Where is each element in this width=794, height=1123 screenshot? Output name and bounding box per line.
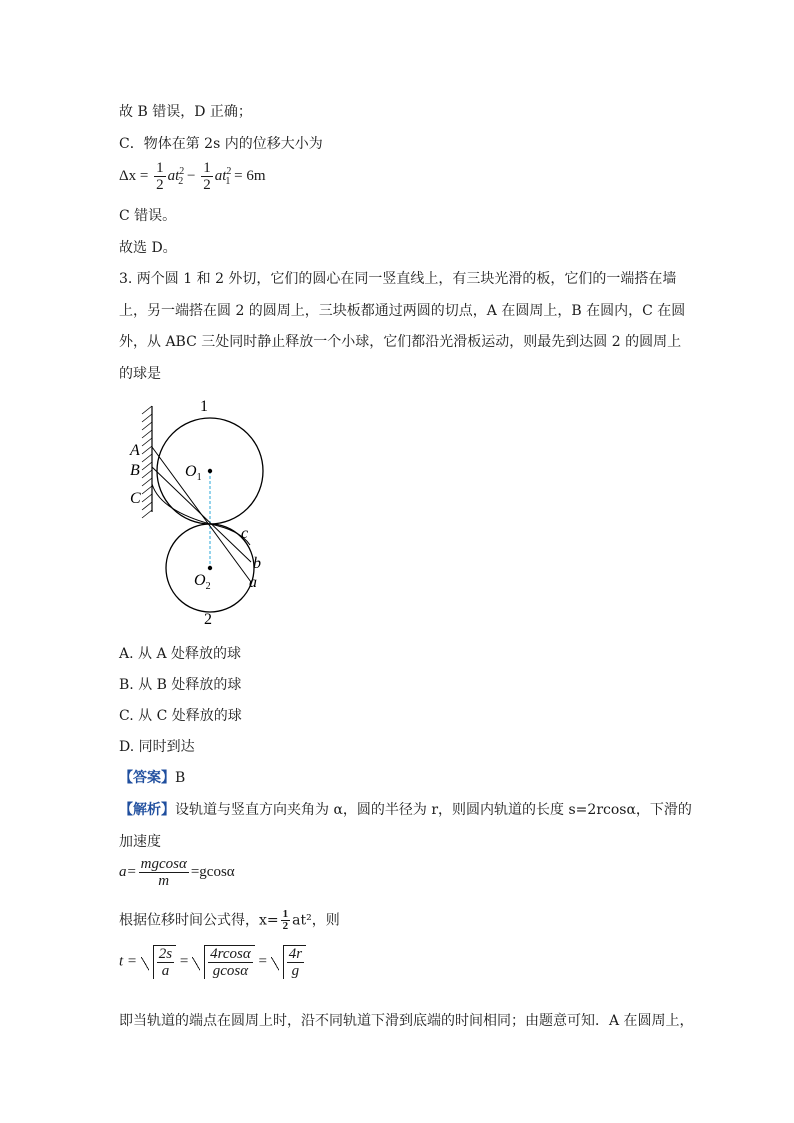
wall-hatch bbox=[142, 406, 152, 518]
center-dot-o2 bbox=[208, 566, 212, 570]
analysis-line: 【解析】设轨道与竖直方向夹角为 α，圆的半径为 r，则圆内轨道的长度 s=2rcosα，下滑的 bbox=[119, 802, 692, 818]
analysis-line: 即当轨道的端点在圆周上时，沿不同轨道下滑到底端的时间相同；由题意可知．A 在圆周上， bbox=[119, 1013, 694, 1029]
fraction: $\frac{1}{2}$ bbox=[282, 908, 289, 932]
circles-figure bbox=[120, 392, 280, 632]
sqrt: $\frac{4r}{g}$ bbox=[271, 945, 306, 979]
option-c: C. 从 C 处释放的球 bbox=[119, 708, 242, 724]
fraction: $\frac{1}{2}$ bbox=[156, 160, 164, 193]
label-a-upper: A bbox=[130, 442, 140, 459]
sqrt: $\frac{2s}{a}$ bbox=[141, 945, 176, 979]
label-o1: $O_1$ bbox=[185, 463, 202, 483]
text-line: C 错误。 bbox=[119, 208, 177, 224]
text-line: 故 B 错误，D 正确； bbox=[119, 104, 252, 120]
label-o2: $O_2$ bbox=[194, 572, 211, 592]
analysis-line: 根据位移时间公式得，x= $\frac{1}{2}$ at²，则 bbox=[119, 908, 340, 932]
label-b-upper: B bbox=[130, 462, 140, 479]
text-line: 故选 D。 bbox=[119, 240, 177, 256]
label-a-lower: a bbox=[249, 574, 257, 591]
analysis-label: 【解析】 bbox=[119, 802, 175, 818]
label-c-upper: C bbox=[130, 490, 141, 507]
text-line: C．物体在第 2s 内的位移大小为 bbox=[119, 136, 323, 152]
label-c-lower: c bbox=[241, 525, 249, 542]
option-b: B. 从 B 处释放的球 bbox=[119, 677, 242, 693]
equation-delta-x: Δx = $\frac{1}{2}$ $at^2_2$ − $\frac{1}{2}$ $at^2_1 = 6m$ bbox=[119, 160, 266, 193]
fraction: $\frac{mgcos\alpha}{m}$ bbox=[140, 856, 187, 889]
equation-acceleration: a= $\frac{mgcos\alpha}{m}$ =gcosα bbox=[119, 856, 235, 889]
question-line: 外，从 ABC 三处同时静止释放一个小球，它们都沿光滑板运动，则最先到达圆 2 的圆周上 bbox=[119, 334, 682, 350]
answer-value: B bbox=[175, 770, 186, 786]
question-line: 3. 两个圆 1 和 2 外切，它们的圆心在同一竖直线上，有三块光滑的板，它们的一端搭在墙 bbox=[119, 271, 677, 287]
answer-label: 【答案】 bbox=[119, 770, 175, 786]
option-a: A. 从 A 处释放的球 bbox=[119, 646, 242, 662]
option-d: D. 同时到达 bbox=[119, 739, 195, 755]
question-line: 上，另一端搭在圆 2 的圆周上，三块板都通过两圆的切点，A 在圆周上，B 在圆内，C 在圆 bbox=[119, 303, 686, 319]
fraction: $\frac{1}{2}$ bbox=[203, 160, 211, 193]
question-line: 的球是 bbox=[119, 366, 161, 382]
label-b-lower: b bbox=[253, 555, 261, 572]
label-circle-1: 1 bbox=[200, 398, 208, 415]
sqrt: $\frac{4rcos\alpha}{gcos\alpha}$ bbox=[192, 945, 255, 979]
center-dot-o1 bbox=[208, 469, 212, 473]
analysis-line: 加速度 bbox=[119, 834, 161, 850]
eq-lhs: Δx = bbox=[119, 167, 149, 184]
answer-line bbox=[119, 769, 185, 787]
equation-time: t = $\frac{2s}{a}$ = $\frac{4rcos\alpha}{gcos\alpha}$ = $\frac{4r}{g}$ bbox=[119, 945, 306, 979]
label-circle-2: 2 bbox=[204, 611, 212, 628]
